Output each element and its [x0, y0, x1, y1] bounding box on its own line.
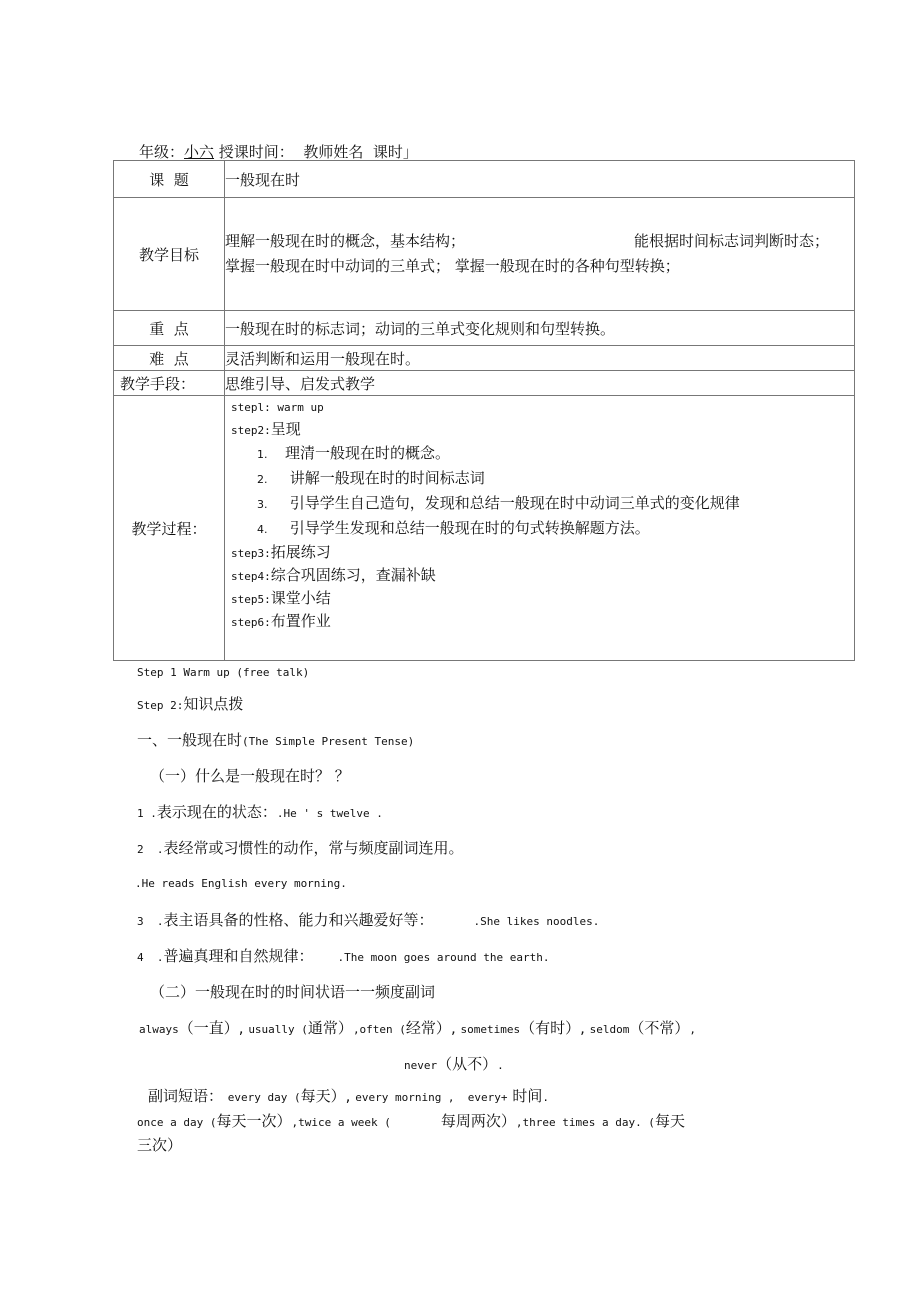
row-goals — [114, 198, 855, 311]
lesson-plan-table — [113, 160, 855, 661]
means-value: 思维引导、启发式教学 — [225, 371, 855, 396]
adverbs-line: always（一直）, usually (通常）,often (经常）, sometimes（有时）, seldom（不常）, — [139, 1019, 697, 1037]
process-value — [225, 396, 855, 661]
process-step2: step2:呈现 — [231, 420, 301, 438]
process-step6: step6:布置作业 — [231, 612, 331, 630]
point-3: 3 .表主语具备的性格、能力和兴趣爱好等： .She likes noodles. — [137, 911, 600, 929]
difficulty-value: 灵活判断和运用一般现在时。 — [225, 346, 855, 371]
topic-value: 一般现在时 — [225, 161, 855, 198]
header-rest: 授课时间： 教师姓名 课时」 — [214, 143, 418, 161]
point-1: 1 .表示现在的状态：.He ' s twelve . — [137, 803, 383, 821]
process-label: 教学过程： — [114, 396, 225, 661]
goals-line1-b: 能根据时间标志词判断时态； — [634, 232, 830, 250]
frequency-phrases-line: once a day (每天一次）,twice a week ( 每周两次）,three times a day. (每天 — [137, 1112, 685, 1130]
subsection-2-heading: （二）一般现在时的时间状语一一频度副词 — [150, 983, 436, 1001]
subsection-1-heading: （一）什么是一般现在时？ ？ — [150, 767, 350, 785]
adverb-never: never（从不）. — [404, 1055, 504, 1073]
step2-heading: Step 2:知识点拨 — [137, 695, 244, 713]
process-item-2: 2. 讲解一般现在时的时间标志词 — [257, 469, 485, 487]
process-item-3: 3. 引导学生自己造句，发现和总结一般现在时中动词三单式的变化规律 — [257, 494, 740, 512]
process-step5: step5:课堂小结 — [231, 589, 331, 607]
row-key — [114, 311, 855, 346]
point-2: 2 .表经常或习惯性的动作，常与频度副词连用。 — [137, 839, 464, 857]
goals-line1-a: 理解一般现在时的概念，基本结构； — [225, 232, 466, 250]
phrases-line: 副词短语： every day (每天）, every morning , every+ 时间. — [148, 1087, 549, 1105]
goals-value — [225, 198, 855, 311]
row-difficulty — [114, 346, 855, 371]
process-step4: step4:综合巩固练习，查漏补缺 — [231, 566, 436, 584]
point-4: 4 .普遍真理和自然规律： .The moon goes around the earth. — [137, 947, 550, 965]
frequency-phrases-wrap: 三次） — [137, 1136, 183, 1154]
grade-label: 年级： — [139, 143, 185, 161]
process-step3: step3:拓展练习 — [231, 543, 331, 561]
means-label: 教学手段： — [114, 371, 225, 396]
process-step1: stepl: warm up — [231, 401, 324, 414]
goals-line2: 掌握一般现在时中动词的三单式； 掌握一般现在时的各种句型转换； — [225, 257, 680, 275]
difficulty-label: 难 点 — [114, 346, 225, 371]
row-process — [114, 396, 855, 661]
row-means — [114, 371, 855, 396]
key-label: 重 点 — [114, 311, 225, 346]
key-value: 一般现在时的标志词；动词的三单式变化规则和句型转换。 — [225, 311, 855, 346]
topic-label: 课 题 — [114, 161, 225, 198]
warmup-line: Step 1 Warm up (free talk) — [137, 666, 310, 679]
process-item-1: 1. 理清一般现在时的概念。 — [257, 444, 451, 462]
goals-label: 教学目标 — [114, 198, 225, 311]
row-topic — [114, 161, 855, 198]
point-2-example: .He reads English every morning. — [135, 877, 347, 890]
header-line — [139, 141, 418, 162]
section-1-heading: 一、一般现在时(The Simple Present Tense) — [137, 731, 415, 749]
grade-value: 小六 — [184, 143, 215, 161]
process-item-4: 4. 引导学生发现和总结一般现在时的句式转换解题方法。 — [257, 519, 650, 537]
